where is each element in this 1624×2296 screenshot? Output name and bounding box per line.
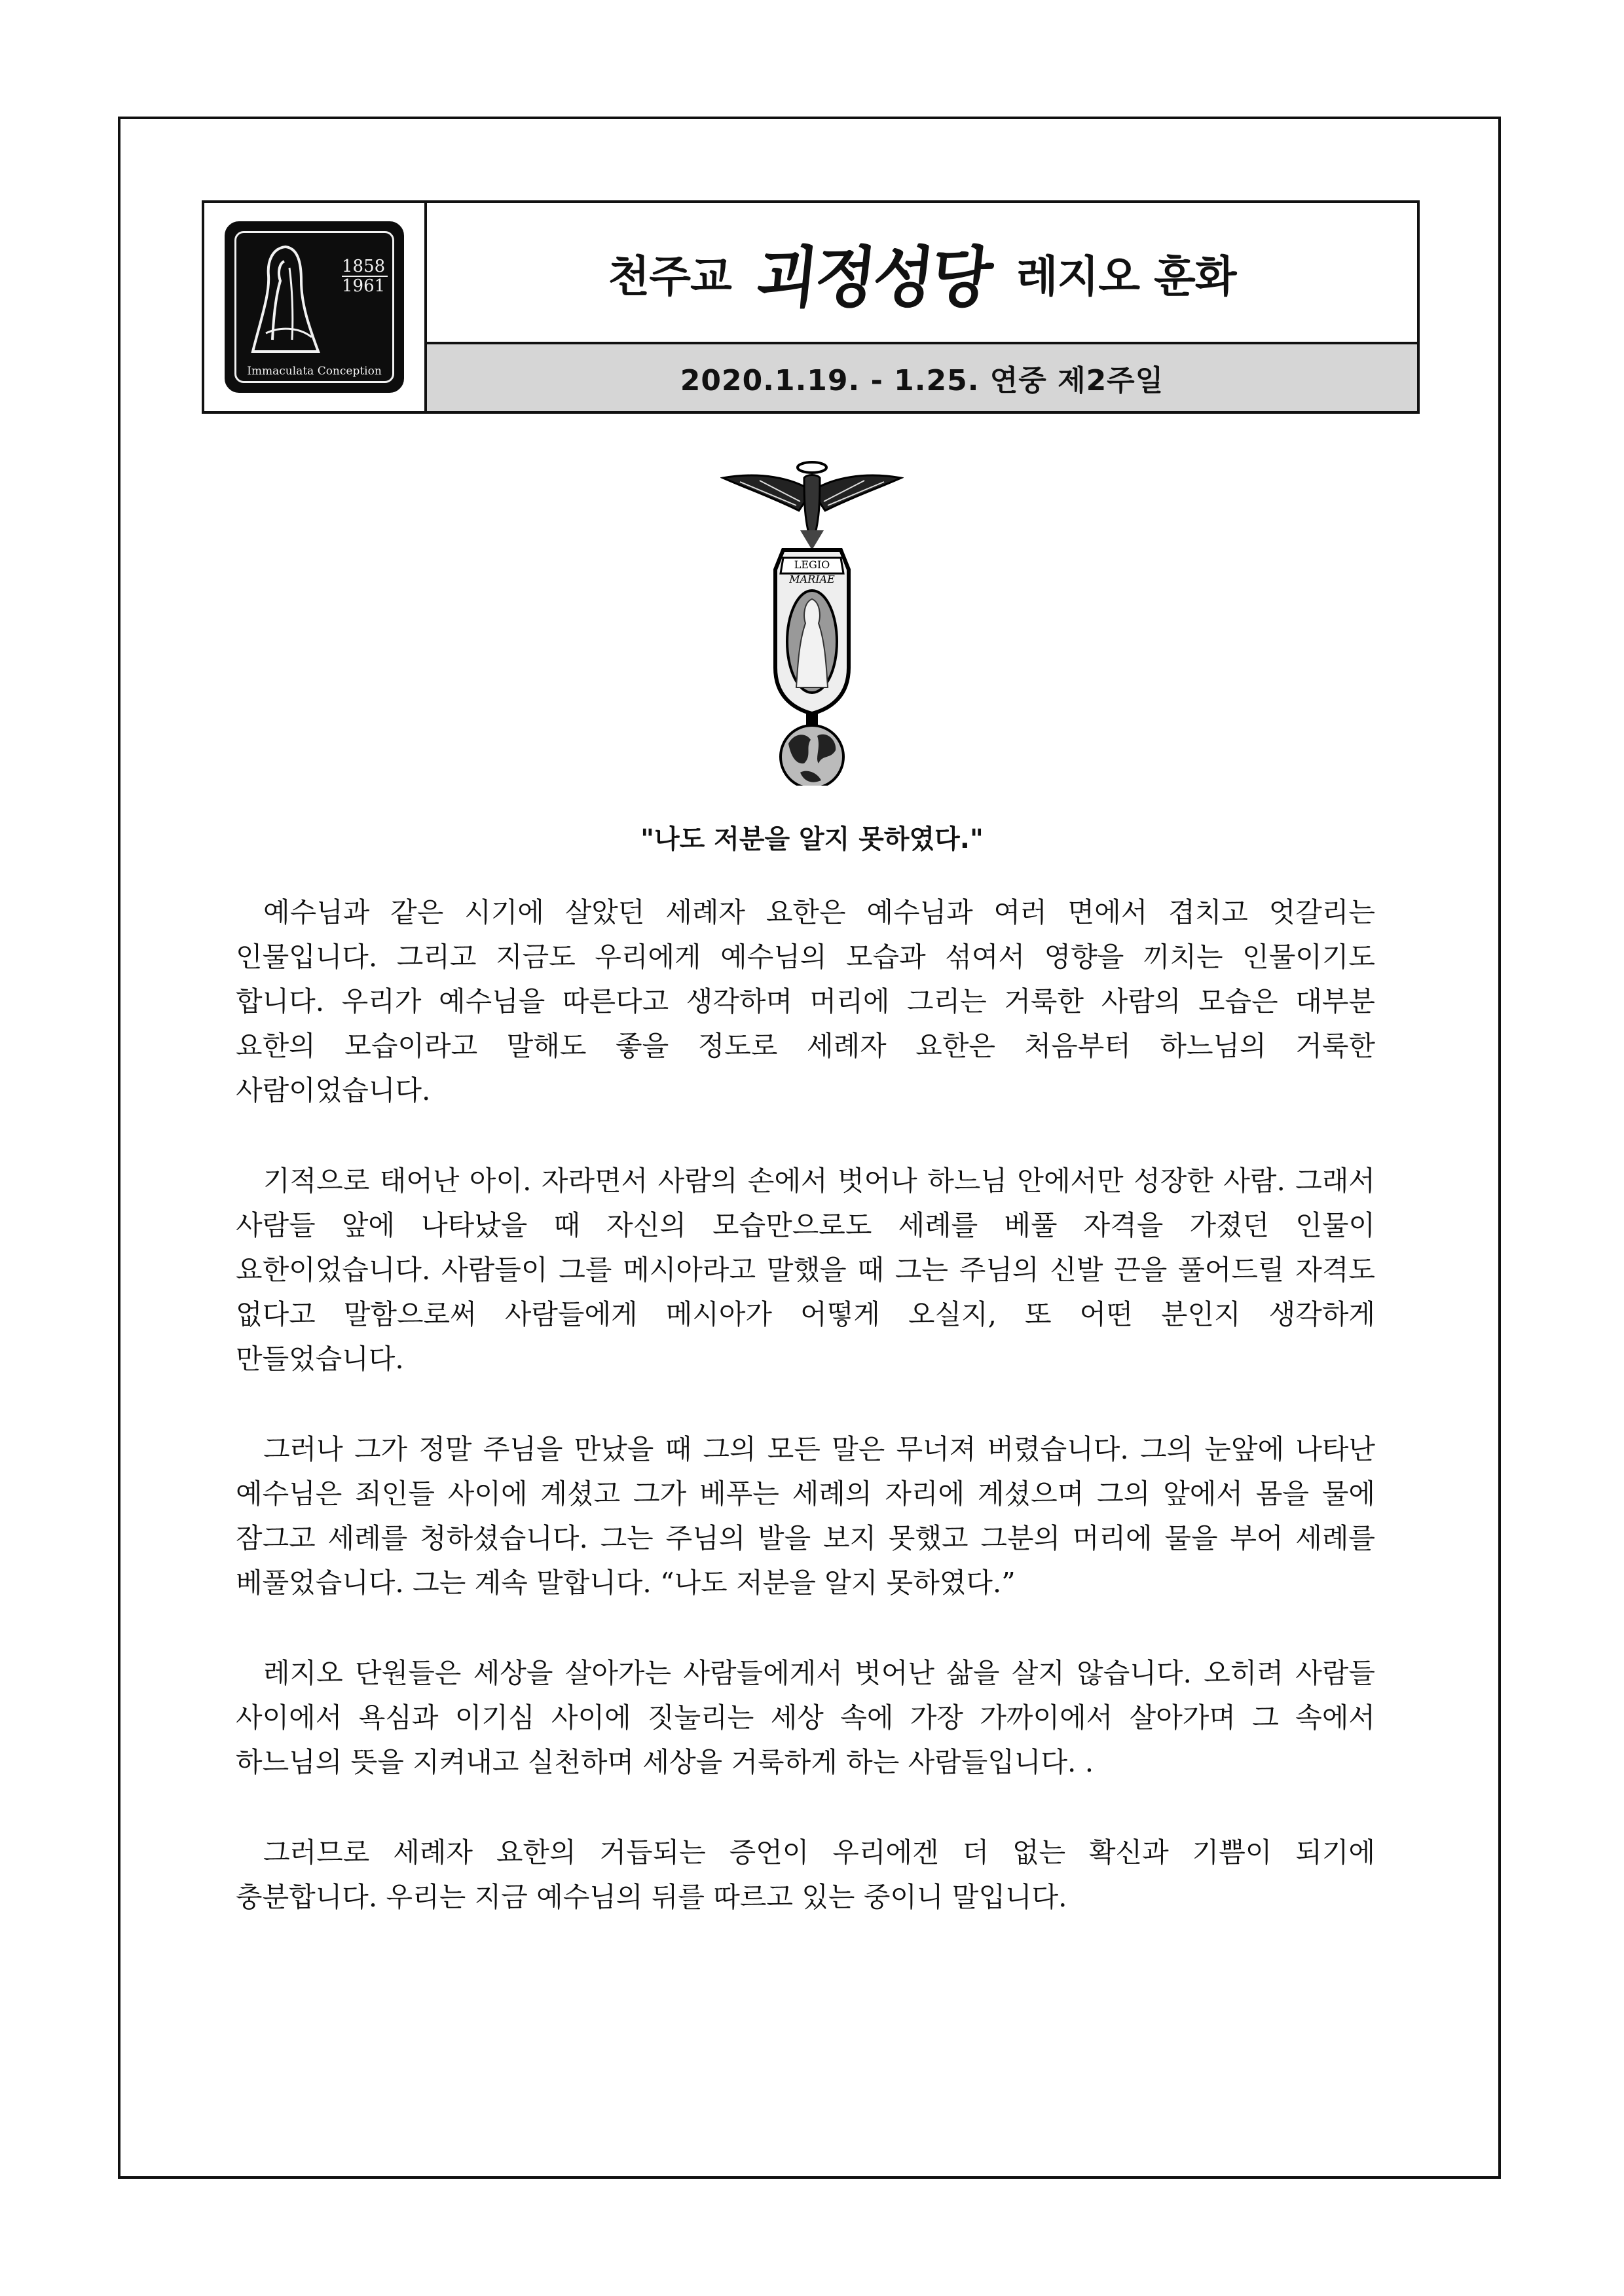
logo-year-start: 1858 <box>342 257 386 276</box>
title-right: 레지오 훈화 <box>1016 251 1236 302</box>
title-left: 천주교 <box>608 251 731 302</box>
paragraph-1: 예수님과 같은 시기에 살았던 세례자 요한은 예수님과 여러 면에서 겹치고 엇갈리는 인물입니다. 그리고 지금도 우리에게 예수님의 모습과 섞여서 영향을 끼치는 인물이기도 합니다. 우리가 예수님을 따른다고 생각하며 머리에 그리는 거룩한 사람의 모습은 대부분 요한의 모습이라고 말해도 좋을 정도로 세례자 요한은 처음부터 하느님의 거룩한 사람이었습니다. <box>236 896 1375 1106</box>
reflection-quote: "나도 저분을 알지 못하였다." <box>640 824 984 854</box>
paragraph-3: 그러나 그가 정말 주님을 만났을 때 그의 모든 말은 무너져 버렸습니다. 그의 눈앞에 나타난 예수님은 죄인들 사이에 계셨고 그가 베푸는 세례의 자리에 계셨으며 그의 앞에서 몸을 물에 잠그고 세례를 청하셨습니다. 그는 주님의 발을 보지 못했고 그분의 머리에 물을 부어 세례를 베풀었습니다. 그는 계속 말합니다. “나도 저분을 알지 못하였다.” <box>236 1433 1375 1599</box>
date-line: 2020.1.19. - 1.25. 연중 제2주일 <box>427 344 1417 411</box>
logo-years <box>342 253 388 299</box>
emblem-label-line1: LEGIO <box>794 558 830 571</box>
logo-cell <box>204 203 427 411</box>
legio-mariae-vexillum-icon <box>720 452 904 786</box>
paragraph-4: 레지오 단원들은 세상을 살아가는 사람들에게서 벗어난 삶을 살지 않습니다. 오히려 사람들 사이에서 욕심과 이기심 사이에 짓눌리는 세상 속에 가장 가까이에서 살아가며 그 속에서 하느님의 뜻을 지켜내고 실천하며 세상을 거룩하게 하는 사람들입니다. . <box>236 1657 1375 1778</box>
reflection-body <box>236 890 1375 1965</box>
madonna-silhouette-icon <box>246 242 325 359</box>
title-cell <box>427 203 1417 411</box>
logo-year-end: 1961 <box>342 276 386 296</box>
paragraph-2: 기적으로 태어난 아이. 자라면서 사람의 손에서 벗어나 하느님 안에서만 성장한 사람. 그래서 사람들 앞에 나타났을 때 자신의 모습만으로도 세례를 베풀 자격을 가졌던 인물이 요한이었습니다. 사람들이 그를 메시아라고 말했을 때 그는 주님의 신발 끈을 풀어드릴 자격도 없다고 말함으로써 사람들에게 메시아가 어떻게 오실지, 또 어떤 분인지 생각하게 만들었습니다. <box>236 1165 1375 1375</box>
title-row <box>427 203 1417 344</box>
parish-logo <box>225 221 404 393</box>
logo-caption: Immaculata Conception <box>247 365 382 378</box>
paragraph-5: 그러므로 세례자 요한의 거듭되는 증언이 우리에겐 더 없는 확신과 기쁨이 되기에 충분합니다. 우리는 지금 예수님의 뒤를 따르고 있는 중이니 말입니다. <box>236 1836 1375 1913</box>
bulletin-header <box>202 200 1420 414</box>
title-parish: 괴정성당 <box>752 238 994 316</box>
emblem-label-line2: MARIAE <box>789 573 835 585</box>
